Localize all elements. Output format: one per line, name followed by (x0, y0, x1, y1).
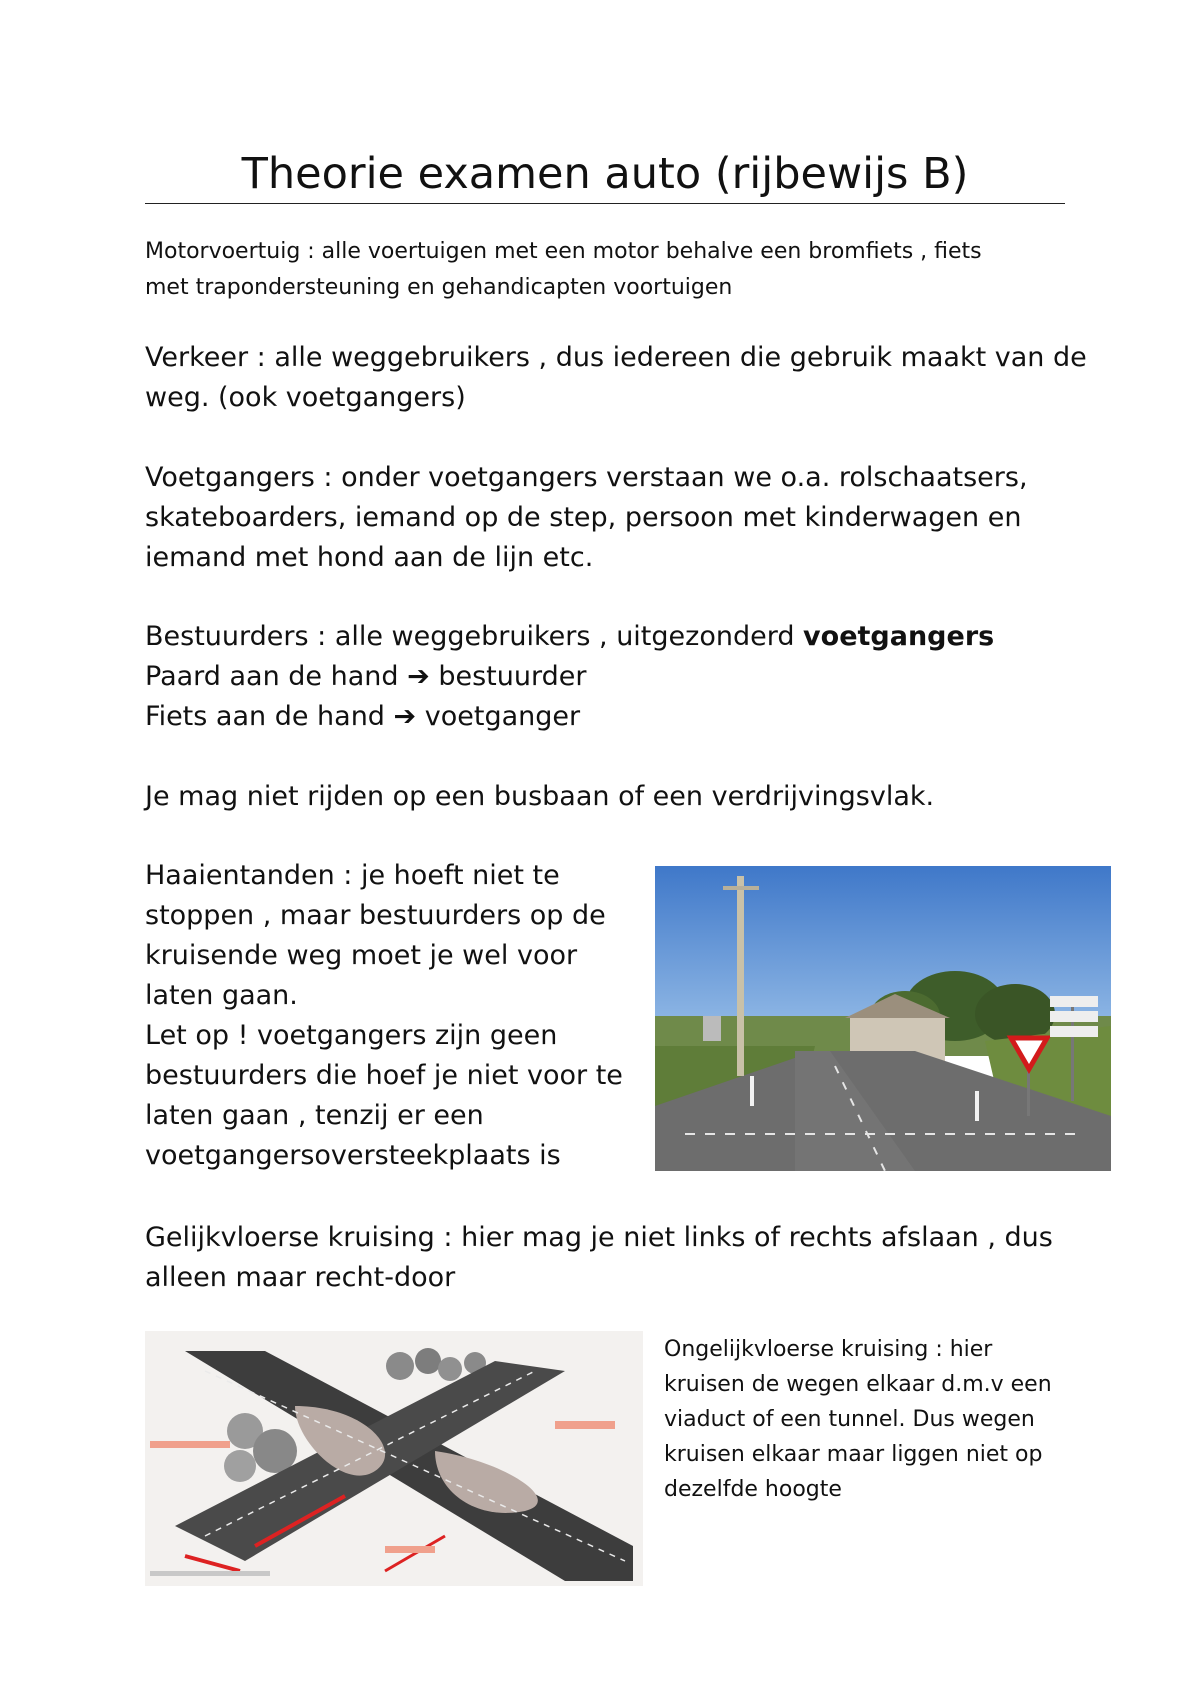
paragraph-gelijkvloers (145, 1218, 1053, 1298)
paragraph-verkeer (145, 338, 1087, 418)
text-line: Voetgangers : onder voetgangers verstaan we o.a. rolschaatsers, (145, 462, 1028, 493)
text-line (145, 697, 994, 737)
text-line: weg. (ook voetgangers) (145, 382, 466, 413)
text-line: laten gaan. (145, 980, 298, 1011)
text-line: Verkeer : alle weggebruikers , dus iedereen die gebruik maakt van de (145, 342, 1087, 373)
paragraph-busbaan (145, 777, 934, 817)
bestuurders-emphasis: voetgangers (803, 621, 995, 652)
fiets-result: voetganger (424, 701, 581, 732)
text-line: dezelfde hoogte (664, 1477, 842, 1502)
paard-result: bestuurder (438, 661, 587, 692)
page-title: Theorie examen auto (rijbewijs B) (241, 149, 969, 199)
text-line: kruisende weg moet je wel voor (145, 940, 578, 971)
paragraph-voetgangers (145, 458, 1028, 578)
text-line: met trapondersteuning en gehandicapten voortuigen (145, 275, 733, 300)
text-line: Haaientanden : je hoeft niet te (145, 860, 560, 891)
text-line: Gelijkvloerse kruising : hier mag je niet links of rechts afslaan , dus (145, 1222, 1053, 1253)
text-line: iemand met hond aan de lijn etc. (145, 542, 594, 573)
paragraph-ongelijkvloers (664, 1332, 1052, 1507)
bestuurders-definition: Bestuurders : alle weggebruikers , uitgezonderd (145, 621, 804, 652)
text-line: Je mag niet rijden op een busbaan of een verdrijvingsvlak. (145, 781, 935, 812)
paragraph-bestuurders (145, 617, 994, 737)
text-line (145, 617, 994, 657)
title-underline (145, 203, 1065, 204)
paragraph-motorvoertuig (145, 234, 982, 306)
text-line: voetgangersoversteekplaats is (145, 1140, 561, 1171)
arrow-right-icon: ➔ (407, 661, 430, 692)
fiets-label: Fiets aan de hand (145, 701, 385, 732)
interchange-drawing (145, 1331, 643, 1586)
road-intersection-photo (655, 866, 1111, 1171)
text-line: Let op ! voetgangers zijn geen (145, 1020, 558, 1051)
text-line (145, 657, 994, 697)
text-line: bestuurders die hoef je niet voor te (145, 1060, 623, 1091)
text-line: skateboarders, iemand op de step, persoon met kinderwagen en (145, 502, 1022, 533)
paard-label: Paard aan de hand (145, 661, 399, 692)
interchange-illustration (145, 1331, 643, 1586)
text-line: laten gaan , tenzij er een (145, 1100, 484, 1131)
arrow-right-icon: ➔ (393, 701, 417, 732)
text-line: viaduct of een tunnel. Dus wegen (664, 1407, 1035, 1432)
paragraph-haaientanden (145, 856, 623, 1176)
road-photo-illustration (655, 866, 1111, 1171)
text-line: alleen maar recht-door (145, 1262, 456, 1293)
text-line: kruisen de wegen elkaar d.m.v een (664, 1372, 1052, 1397)
text-line: Motorvoertuig : alle voertuigen met een motor behalve een bromfiets , fiets (145, 239, 982, 264)
text-line: kruisen elkaar maar liggen niet op (664, 1442, 1043, 1467)
text-line: Ongelijkvloerse kruising : hier (664, 1337, 993, 1362)
text-line: stoppen , maar bestuurders op de (145, 900, 606, 931)
